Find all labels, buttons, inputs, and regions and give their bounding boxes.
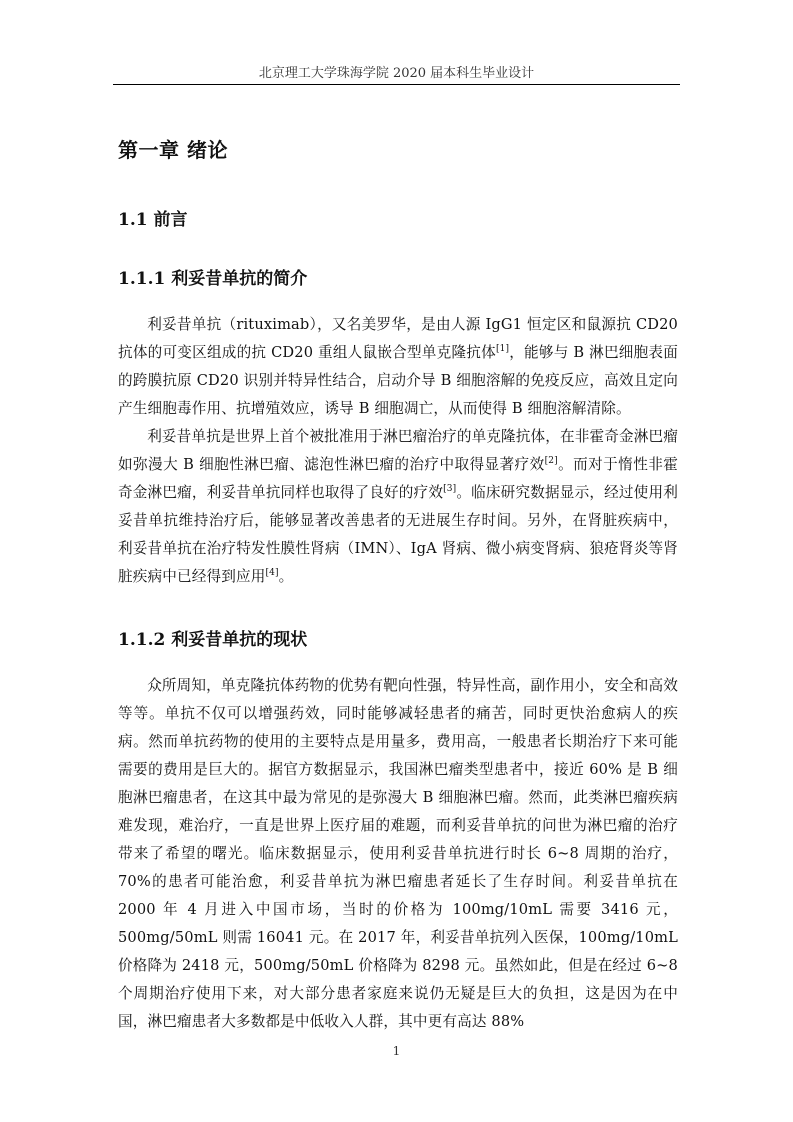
paragraph-text: 。而对于惰性非霍奇金淋巴瘤，利妥昔单抗同样也取得了良好的疗效 [118,456,678,501]
header-rule [113,84,680,85]
citation-ref: [4] [265,568,279,578]
paragraph-text: 利妥昔单抗是世界上首个被批准用于淋巴瘤治疗的单克隆抗体，在非霍奇金淋巴瘤如弥漫大 B 细胞性淋巴瘤、滤泡性淋巴瘤的治疗中取得显著疗效 [118,428,678,473]
citation-ref: [2] [544,456,558,466]
paragraph-text: ，能够与 B 淋巴细胞表面的跨膜抗原 CD20 识别并特异性结合，启动介导 B 细胞溶解的免疫反应，高效且定向产生细胞毒作用、抗增殖效应，诱导 B 细胞凋亡，从而使得 B 细胞溶解清除。 [118,344,679,417]
page-number: 1 [392,1044,401,1058]
paragraph-intro-2 [118,423,678,591]
citation-ref: [3] [443,484,457,494]
paragraph-status-1: 众所周知，单克隆抗体药物的优势有靶向性强，特异性高，副作用小，安全和高效等等。单抗不仅可以增强药效，同时能够减轻患者的痛苦，同时更快治愈病人的疾病。然而单抗药物的使用的主要特点是用量多，费用高，一般患者长期治疗下来可能需要的费用是巨大的。据官方数据显示，我国淋巴瘤类型患者中，接近 60% 是 B 细胞淋巴瘤患者，在这其中最为常见的是弥漫大 B 细胞淋巴瘤。然而，此类淋巴瘤疾病难发现，难治疗，一直是世界上医疗届的难题，而利妥昔单抗的问世为淋巴瘤的治疗带来了希望的曙光。临床数据显示，使用利妥昔单抗进行时长 6~8 周期的治疗，70%的患者可能治愈，利妥昔单抗为淋巴瘤患者延长了生存时间。利妥昔单抗在 2000 年 4 月进入中国市场，当时的价格为 100mg/10mL 需要 3416 元，500mg/50mL 则需 16041 元。在 2017 年，利妥昔单抗列入医保，100mg/10mL 价格降为 2418 元，500mg/50mL 价格降为 8298 元。虽然如此，但是在经过 6~8 个周期治疗使用下来，对大部分患者家庭来说仍无疑是巨大的负担，这是因为在中国，淋巴瘤患者大多数都是中低收入人群，其中更有高达 88% [118,677,678,1030]
citation-ref: [1] [495,344,510,354]
section-heading-1-1-1: 1.1.1 利妥昔单抗的简介 [118,269,308,289]
paragraph-text: 。 [278,568,294,585]
paragraph-text: 。临床研究数据显示，经过使用利妥昔单抗维持治疗后，能够显著改善患者的无进展生存时间。另外，在肾脏疾病中，利妥昔单抗在治疗特发性膜性肾病（IMN）、IgA 肾病、微小病变肾病、狼疮肾炎等肾脏疾病中已经得到应用 [118,484,678,585]
paragraph-intro-1 [118,311,678,423]
page-body [118,124,678,1036]
chapter-title: 第一章 绪论 [118,138,228,162]
running-header: 北京理工大学珠海学院 2020 届本科生毕业设计 [258,66,535,81]
paragraph-text: 利妥昔单抗（rituximab），又名美罗华，是由人源 IgG1 恒定区和鼠源抗 CD20 抗体的可变区组成的抗 CD20 重组人鼠嵌合型单克隆抗体 [118,316,678,361]
section-heading-1-1: 1.1 前言 [118,210,188,230]
section-heading-1-1-2: 1.1.2 利妥昔单抗的现状 [118,630,308,650]
